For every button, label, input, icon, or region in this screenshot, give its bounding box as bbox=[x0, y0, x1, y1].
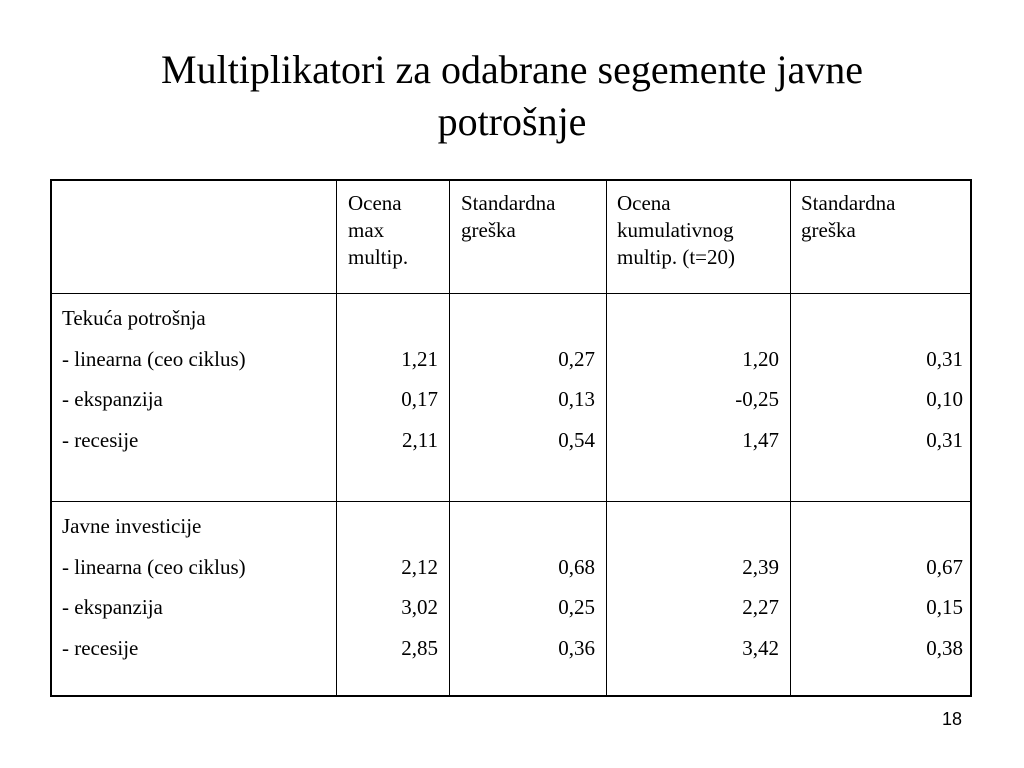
page-number: 18 bbox=[941, 709, 962, 729]
table-value: 0,54 bbox=[558, 427, 595, 452]
table-divider bbox=[790, 181, 791, 695]
header-text: multip. bbox=[348, 245, 409, 269]
table-value: 2,11 bbox=[402, 427, 438, 452]
table-value: 1,47 bbox=[742, 427, 779, 452]
header-text: kumulativnog bbox=[617, 218, 734, 242]
row-label: - ekspanzija bbox=[62, 387, 163, 411]
table-divider bbox=[606, 181, 607, 695]
row-label: - ekspanzija bbox=[62, 595, 163, 619]
table-value: 3,02 bbox=[401, 595, 438, 619]
group-title: Javne investicije bbox=[62, 514, 202, 538]
table-value: 2,12 bbox=[401, 554, 438, 579]
value-column-cumulative-estimate bbox=[612, 547, 779, 669]
table-value: -0,25 bbox=[735, 387, 779, 411]
table-value: 0,15 bbox=[926, 595, 963, 619]
header-cell-cumulative-estimate bbox=[617, 190, 789, 271]
row-label: - linearna (ceo ciklus) bbox=[62, 346, 246, 371]
table-value: 0,27 bbox=[558, 346, 595, 371]
slide-title-line-2: potrošnje bbox=[437, 99, 587, 144]
value-column-standard-error-1 bbox=[455, 547, 595, 669]
table-value: 0,10 bbox=[926, 387, 963, 411]
group-label-cell bbox=[62, 506, 332, 668]
value-column-cumulative-estimate bbox=[612, 339, 779, 461]
slide-title bbox=[60, 44, 964, 148]
table-value: 2,39 bbox=[742, 554, 779, 579]
header-text: Ocena bbox=[348, 191, 402, 215]
value-column-standard-error-2 bbox=[796, 339, 963, 461]
table-value: 2,85 bbox=[401, 635, 438, 660]
value-column-max-estimate bbox=[342, 547, 438, 669]
group-label-cell bbox=[62, 298, 332, 460]
table-divider bbox=[52, 501, 970, 502]
table-value: 2,27 bbox=[742, 595, 779, 619]
table-value: 0,67 bbox=[926, 554, 963, 579]
table-value: 1,21 bbox=[401, 346, 438, 371]
slide-title-line-1: Multiplikatori za odabrane segemente javne bbox=[161, 47, 863, 92]
row-label: - recesije bbox=[62, 427, 139, 452]
header-cell-standard-error-2 bbox=[801, 190, 969, 244]
header-text: Ocena bbox=[617, 191, 671, 215]
header-text: Standardna bbox=[801, 191, 896, 215]
table-value: 0,13 bbox=[558, 387, 595, 411]
table-value: 0,31 bbox=[926, 427, 963, 452]
header-text: greška bbox=[801, 218, 856, 242]
table-value: 0,38 bbox=[926, 635, 963, 660]
header-cell-standard-error-1 bbox=[461, 190, 601, 244]
group-title: Tekuća potrošnja bbox=[62, 306, 206, 330]
table-divider bbox=[336, 181, 337, 695]
header-cell-max-estimate bbox=[348, 190, 444, 271]
header-text: max bbox=[348, 218, 385, 242]
table-divider bbox=[52, 293, 970, 294]
table-value: 1,20 bbox=[742, 346, 779, 371]
row-label: - linearna (ceo ciklus) bbox=[62, 554, 246, 579]
multiplier-table bbox=[50, 179, 972, 697]
table-value: 0,68 bbox=[558, 554, 595, 579]
value-column-max-estimate bbox=[342, 339, 438, 461]
table-divider bbox=[449, 181, 450, 695]
value-column-standard-error-2 bbox=[796, 547, 963, 669]
table-value: 0,31 bbox=[926, 346, 963, 371]
table-value: 3,42 bbox=[742, 635, 779, 660]
header-text: greška bbox=[461, 218, 516, 242]
table-value: 0,25 bbox=[558, 595, 595, 619]
header-text: multip. (t=20) bbox=[617, 245, 736, 269]
table-value: 0,36 bbox=[558, 635, 595, 660]
table-value: 0,17 bbox=[401, 387, 438, 411]
header-text: Standardna bbox=[461, 191, 556, 215]
row-label: - recesije bbox=[62, 635, 139, 660]
value-column-standard-error-1 bbox=[455, 339, 595, 461]
